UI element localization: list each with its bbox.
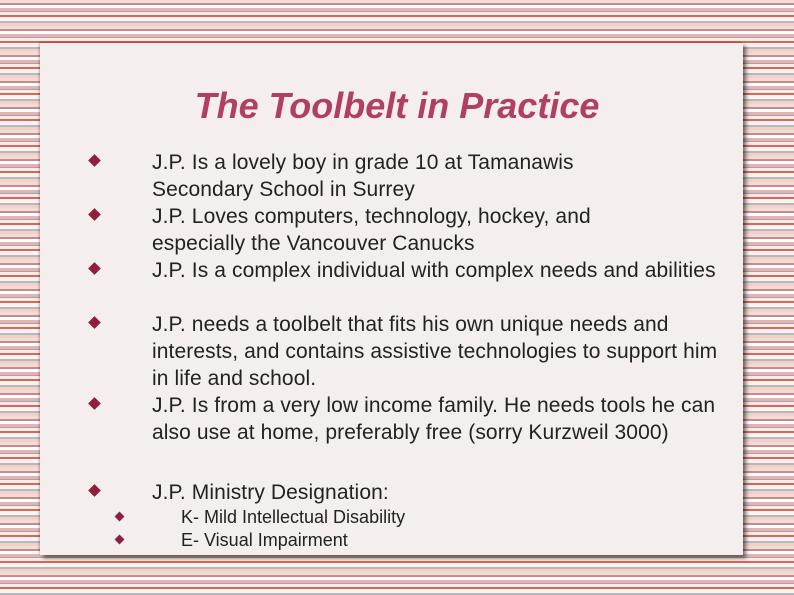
bullet-text-4: J.P. needs a toolbelt that fits his own unique needs and interests, and contains assistive technologies to support him in life and school. [152,313,718,390]
bullet-text-3: J.P. Is a complex individual with complex needs and abilities [152,259,716,282]
bullet-text-1: J.P. Is a lovely boy in grade 10 at Tamanawis Secondary School in Surrey [152,151,574,201]
bullet-text-5: J.P. Is from a very low income family. He needs tools he can also use at home, preferably free (sorry Kurzweil 3000) [152,394,716,444]
bullet-text-2: J.P. Loves computers, technology, hockey, and especially the Vancouver Canucks [152,205,591,255]
slide-title: The Toolbelt in Practice [194,85,600,126]
sub-bullet-text-1: K- Mild Intellectual Disability [181,507,406,527]
sub-bullet-text-2: E- Visual Impairment [181,530,348,550]
bullet-text-6: J.P. Ministry Designation: [152,481,389,504]
